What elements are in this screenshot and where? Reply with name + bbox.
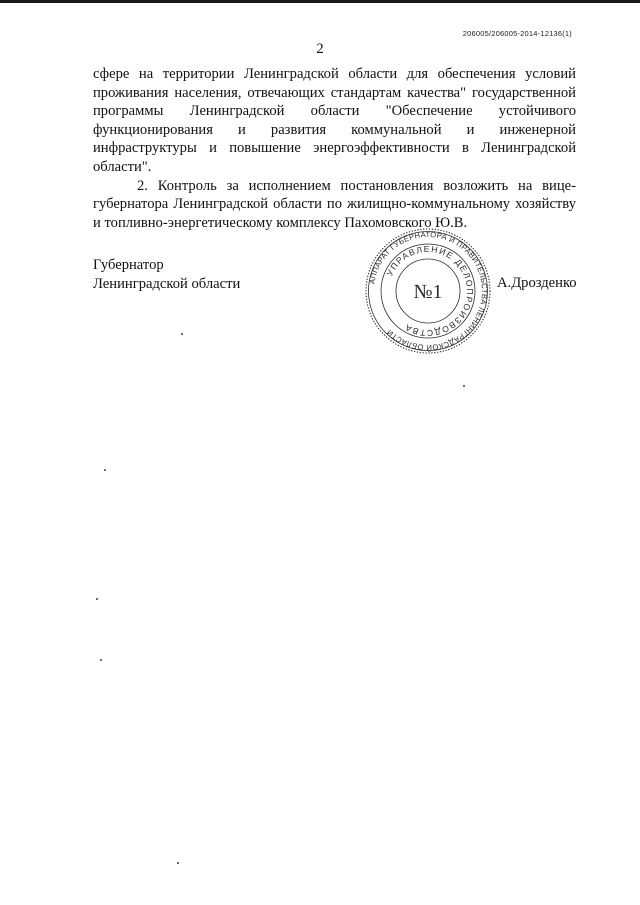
paragraph-1: сфере на территории Ленинградской области для обеспечения условий проживания населения, отвечающих стандартам качества" государственной программы Ленинградской области "Обеспечение устойчивого функционирования и развития коммунальной и инженерной инфраструктуры и повышение энергоэффективности в Ленинградской области".	[93, 66, 576, 175]
scan-speck	[96, 598, 98, 600]
stamp-inner-text: УПРАВЛЕНИЕ ДЕЛОПРОИЗВОДСТВА	[384, 243, 476, 339]
signer-name: А.Дрозденко	[497, 275, 577, 291]
scan-speck	[463, 385, 465, 387]
signer-title-line-2: Ленинградской области	[93, 276, 241, 292]
scan-speck	[104, 469, 106, 471]
body-text	[93, 65, 576, 232]
stamp-center-number: №1	[413, 281, 443, 303]
signer-title-line-1: Губернатор	[93, 257, 164, 273]
top-border-line	[0, 0, 640, 3]
document-id: 206005/206005-2014-12136(1)	[462, 29, 572, 38]
signer-title	[93, 256, 240, 294]
scan-speck	[181, 333, 183, 335]
page-number: 2	[316, 41, 324, 57]
scan-speck	[100, 659, 102, 661]
stamp-outer-text: АППАРАТ ГУБЕРНАТОРА И ПРАВИТЕЛЬСТВА ЛЕНИНГРАДСКОЙ ОБЛАСТИ	[367, 229, 490, 353]
paragraph-2: 2. Контроль за исполнением постановления возложить на вице-губернатора Ленинградской области по жилищно-коммунальному хозяйству и топливно-энергетическому комплексу Пахомовского Ю.В.	[93, 177, 576, 231]
official-seal-stamp	[363, 226, 493, 356]
scan-speck	[177, 862, 179, 864]
